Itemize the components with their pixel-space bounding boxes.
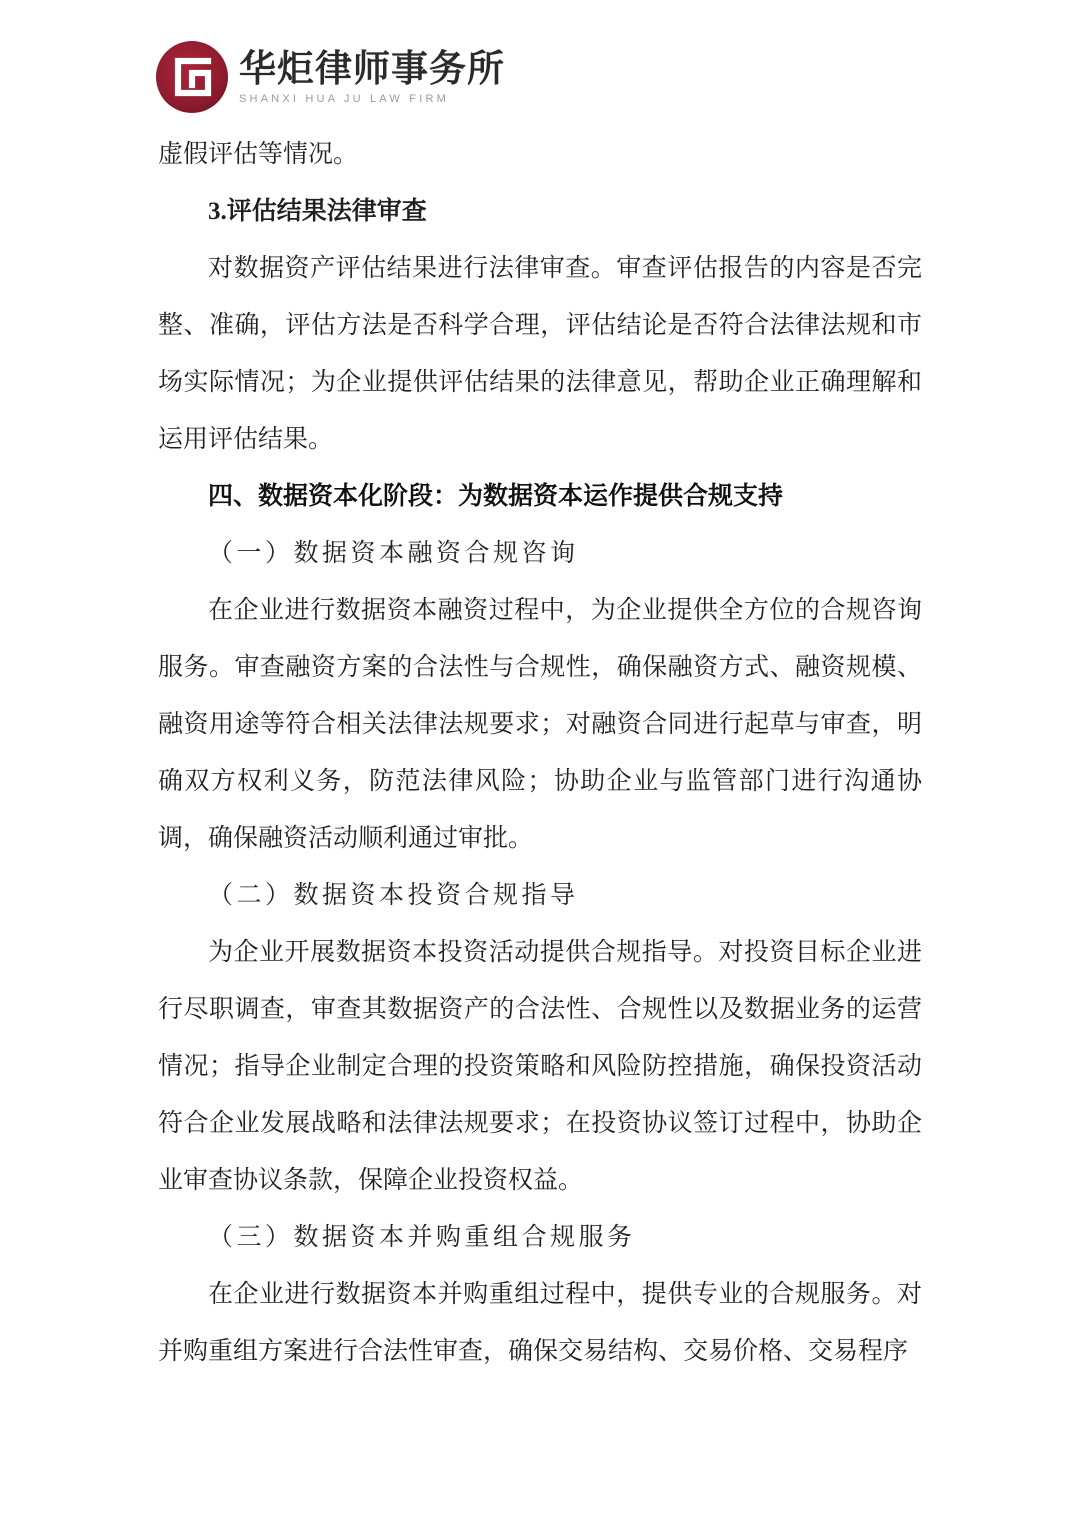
firm-name-english: SHANXI HUA JU LAW FIRM (239, 92, 449, 105)
law-firm-logo-icon (155, 40, 229, 114)
paragraph-evaluation-review: 对数据资产评估结果进行法律审查。审查评估报告的内容是否完整、准确，评估方法是否科学合理，评估结论是否符合法律法规和市场实际情况；为企业提供评估结果的法律意见，帮助企业正确理解和运用评估结果。 (158, 255, 922, 453)
firm-name-chinese: 华炬律师事务所 (239, 48, 505, 90)
heading-section-four: 四、数据资本化阶段：为数据资本运作提供合规支持 (208, 482, 784, 510)
subheading-investment-compliance: （二）数据资本投资合规指导 (208, 882, 579, 909)
paragraph-continuation: 虚假评估等情况。 (158, 141, 359, 168)
document-body (158, 126, 922, 1380)
letterhead (155, 40, 505, 114)
paragraph-ma-compliance: 在企业进行数据资本并购重组过程中，提供专业的合规服务。对并购重组方案进行合法性审查，确保交易结构、交易价格、交易程序 (158, 1281, 922, 1365)
heading-evaluation-result-review: 3.评估结果法律审查 (208, 198, 427, 225)
paragraph-financing-compliance: 在企业进行数据资本融资过程中，为企业提供全方位的合规咨询服务。审查融资方案的合法性与合规性，确保融资方式、融资规模、融资用途等符合相关法律法规要求；对融资合同进行起草与审查，明确双方权利义务，防范法律风险；协助企业与监管部门进行沟通协调，确保融资活动顺利通过审批。 (158, 597, 922, 852)
subheading-financing-compliance: （一）数据资本融资合规咨询 (208, 540, 579, 567)
paragraph-investment-compliance: 为企业开展数据资本投资活动提供合规指导。对投资目标企业进行尽职调查，审查其数据资产的合法性、合规性以及数据业务的运营情况；指导企业制定合理的投资策略和风险防控措施，确保投资活动符合企业发展战略和法律法规要求；在投资协议签订过程中，协助企业审查协议条款，保障企业投资权益。 (158, 939, 922, 1194)
logo-text (239, 49, 505, 105)
subheading-ma-compliance: （三）数据资本并购重组合规服务 (208, 1224, 636, 1251)
